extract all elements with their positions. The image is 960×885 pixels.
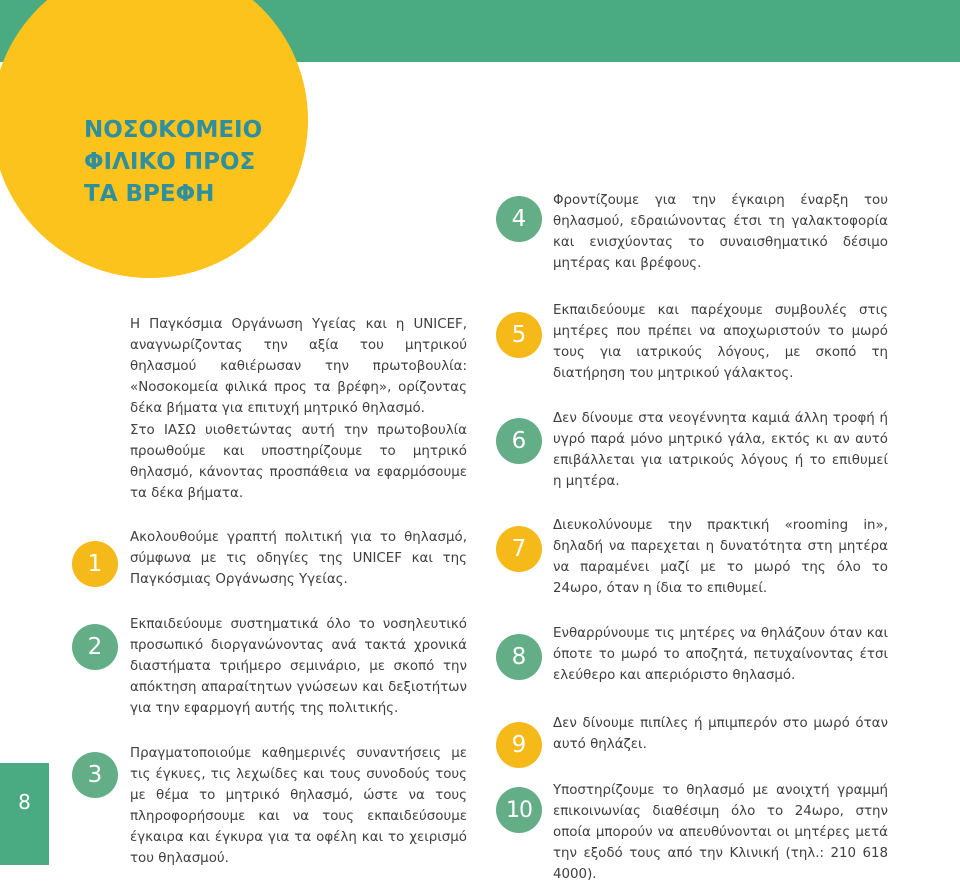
step-3-text: Πραγματοποιούμε καθημερινές συναντήσεις με τις έγκυες, τις λεχωίδες και τους συνοδούς τους με θέμα το μητρικό θηλασμό, ώστε να τους πληροφορήσουμε και να τους εκπαιδεύσουμε έγκαιρα και έγκυρα για τα οφέλη και το χειρισμό του θηλασμού. [130,746,467,866]
step-6-text: Δεν δίνουμε στα νεογέννητα καμιά άλλη τροφή ή υγρό παρά μόνο μητρικό γάλα, εκτός κι αν αυτό επιβάλλεται για ιατρικούς λόγους ή το επιθυμεί η μητέρα. [553,411,888,489]
intro-paragraph-1: Η Παγκόσμια Οργάνωση Υγείας και η UNICEF, αναγνωρίζοντας την αξία του μητρικού θηλασμού καθιέρωσαν την πρωτοβουλία: «Νοσοκομεία φιλικά προς τα βρέφη», ορίζοντας δέκα βήματα για επιτυχή μητρικό θηλασμό. [130,317,467,416]
step-2-badge: 2 [72,624,118,670]
step-5-badge: 5 [496,312,542,358]
step-8-badge: 8 [496,634,542,680]
step-3-badge: 3 [72,752,118,798]
step-10-badge: 10 [496,787,542,833]
intro-paragraph-2: Στο ΙΑΣΩ υιοθετώντας αυτή την πρωτοβουλία προωθούμε και υποστηρίζουμε το μητρικό θηλασμό, κάνοντας προσπάθεια να εφαρμόσουμε τα δέκα βήματα. [130,423,467,501]
step-7-text: Διευκολύνουμε την πρακτική «rooming in», δηλαδή να παρεχεται η δυνατότητα στη μητέρα να παραμένει μαζί με το μωρό της όλο το 24ωρο, όταν η ίδια το επιθυμεί. [553,518,888,596]
step-5-text: Εκπαιδεύουμε και παρέχουμε συμβουλές στις μητέρες που πρέπει να αποχωριστούν το μωρό τους για ιατρικούς λόγους, με σκοπό τη διατήρηση του μητρικού γάλακτος. [553,303,888,381]
step-1-text: Ακολουθούμε γραπτή πολιτική για το θηλασμό, σύμφωνα με τις οδηγίες της UNICEF και της Παγκόσμιας Οργάνωσης Υγείας. [130,530,467,587]
page-number-bar [0,763,49,865]
page-title: ΝΟΣΟΚΟΜΕΙΟ ΦΙΛΙΚΟ ΠΡΟΣ ΤΑ ΒΡΕΦΗ [84,117,263,207]
step-8-text: Ενθαρρύνουμε τις μητέρες να θηλάζουν όταν και όποτε το μωρό το αποζητά, πετυχαίνοντας έτσι ελεύθερο και απεριόριστο θηλασμό. [553,626,888,683]
step-2-text: Εκπαιδεύουμε συστηματικά όλο το νοσηλευτικό προσωπικό διοργανώνοντας ανά τακτά χρονικά διαστήματα τριήμερο σεμινάριο, με σκοπό την απόκτηση απαραίτητων γνώσεων και δεξιοτήτων για την εφαρμογή αυτής της πολιτικής. [130,617,467,716]
step-10-text: Υποστηρίζουμε το θηλασμό με ανοιχτή γραμμή επικοινωνίας διαθέσιμη όλο το 24ωρο, στην οποία μπορούν να απευθύνονται οι μητέρες μετά την εξοδό τους από την Κλινική (τηλ.: 210 618 4000). [553,783,888,882]
step-7-badge: 7 [496,526,542,572]
step-4-text: Φροντίζουμε για την έγκαιρη έναρξη του θηλασμού, εδραιώνοντας έτσι τη γαλακτοφορία και ενισχύοντας το συναισθηματικό δέσιμο μητέρας και βρέφους. [553,193,888,271]
step-6-badge: 6 [496,418,542,464]
step-9-badge: 9 [496,722,542,768]
page-number: 8 [18,790,31,814]
step-1-badge: 1 [72,541,118,587]
step-4-badge: 4 [496,196,542,242]
step-9-text: Δεν δίνουμε πιπίλες ή μπιμπερόν στο μωρό όταν αυτό θηλάζει. [553,716,888,752]
